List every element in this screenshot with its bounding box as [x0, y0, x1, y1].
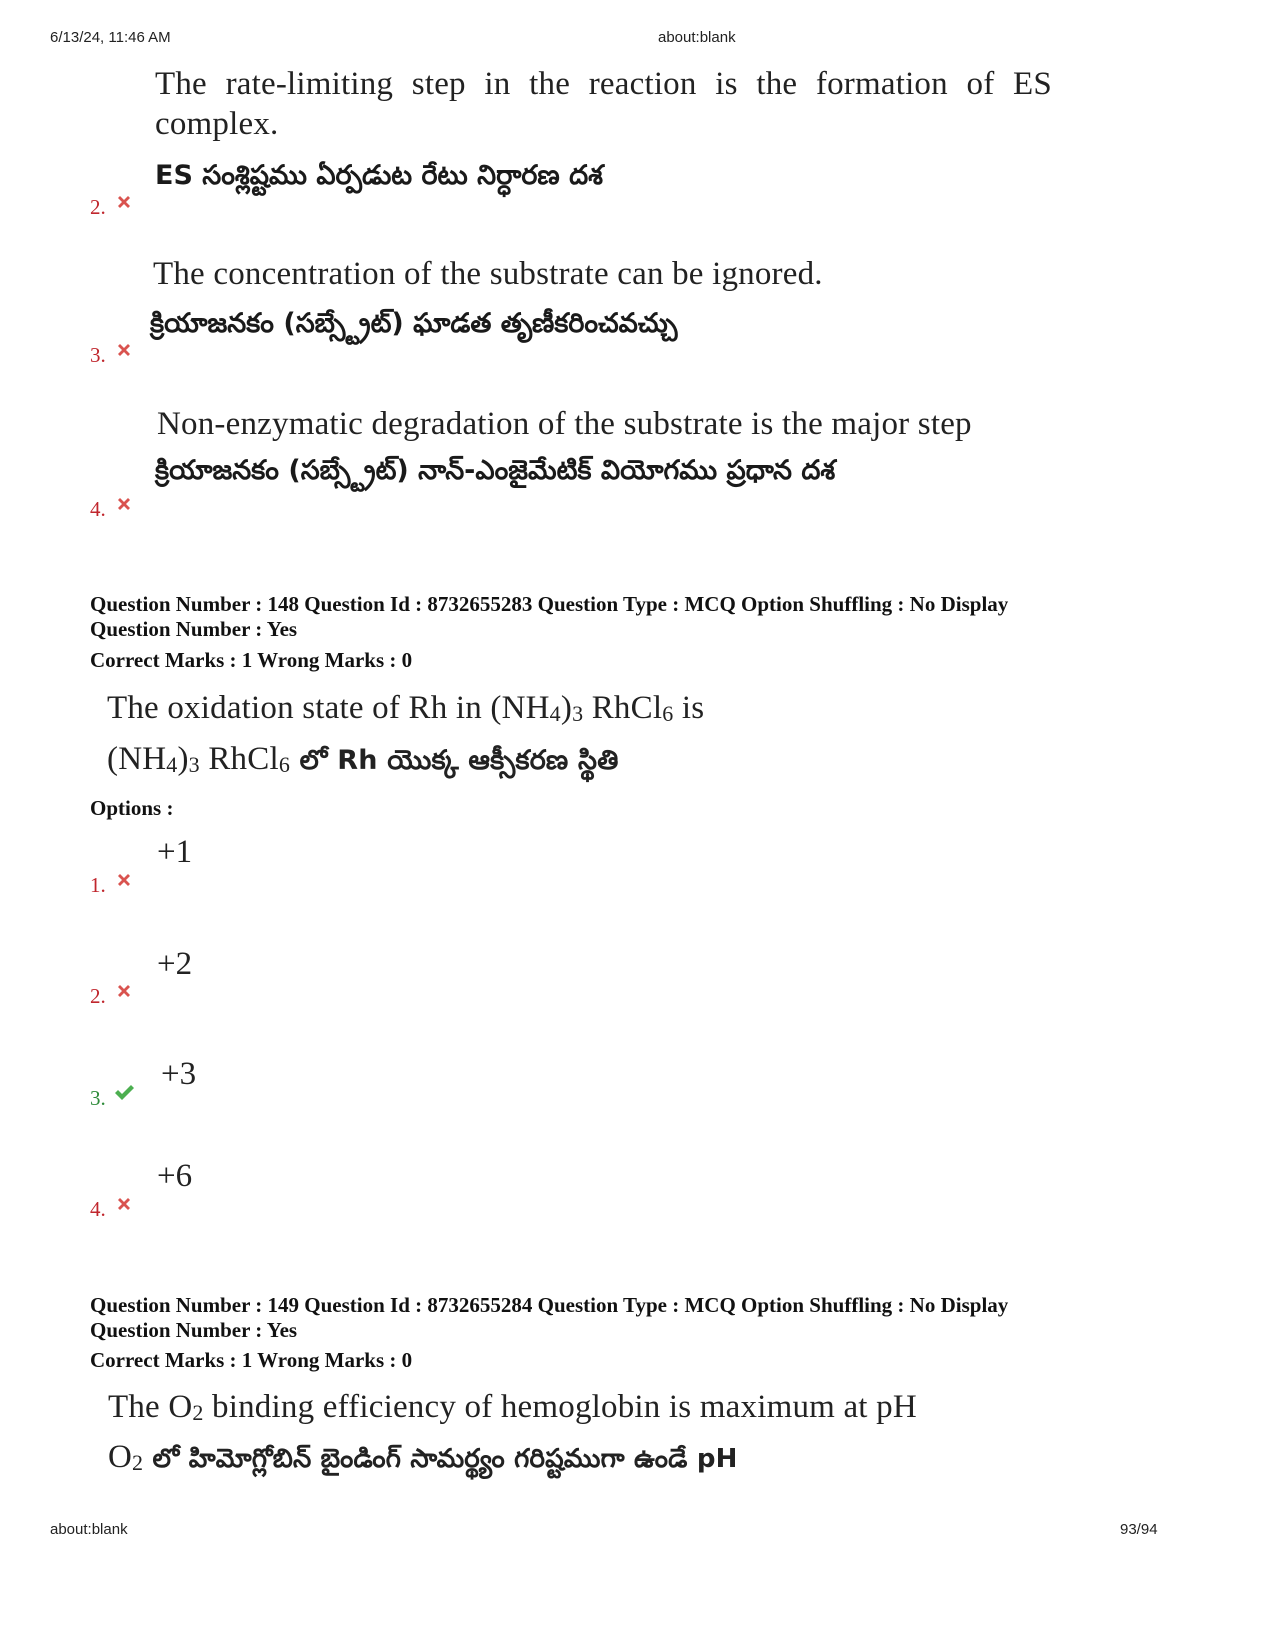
q148-options-label: Options : — [90, 796, 174, 820]
q148-option-4-number: 4. — [90, 1197, 106, 1221]
q148-option-1-number: 1. — [90, 873, 106, 897]
cross-icon — [115, 1195, 133, 1213]
q148-option-4-value: +6 — [157, 1158, 193, 1194]
cross-icon — [115, 193, 133, 211]
prev-option-3-text: The concentration of the substrate can be ignored. — [153, 256, 823, 292]
prev-option-4-text-telugu: క్రియాజనకం (సబ్స్ట్రేట్) నాన్-ఎంజైమేటిక్ వియోగము ప్రధాన దశ — [155, 455, 836, 486]
prev-option-4-number: 4. — [90, 497, 106, 521]
q149-meta-line2: Question Number : Yes — [90, 1318, 298, 1342]
print-page-number: 93/94 — [1120, 1521, 1158, 1538]
q148-option-2-number: 2. — [90, 984, 106, 1008]
justified-word: is — [715, 66, 738, 102]
justified-word: the — [756, 66, 798, 102]
q149-marks: Correct Marks : 1 Wrong Marks : 0 — [90, 1348, 413, 1372]
prev-option-3-number: 3. — [90, 343, 106, 367]
cross-icon — [115, 495, 133, 513]
q148-stem-telugu: (NH4)3 RhCl6 లో Rh యొక్క ఆక్సీకరణ స్థితి — [107, 741, 619, 777]
justified-word: reaction — [588, 66, 697, 102]
justified-word: the — [529, 66, 571, 102]
q149-stem-telugu: O2 లో హిమోగ్లోబిన్ బైండింగ్ సామర్థ్యం గరిష్టముగా ఉండే pH — [108, 1439, 738, 1475]
q148-option-3-value: +3 — [161, 1056, 197, 1092]
check-icon — [113, 1084, 135, 1102]
q149-stem-english: The O2 binding efficiency of hemoglobin is maximum at pH — [108, 1389, 917, 1425]
justified-word: rate-limiting — [225, 66, 394, 102]
q148-meta-line2: Question Number : Yes — [90, 617, 298, 641]
cross-icon — [115, 982, 133, 1000]
justified-word: step — [411, 66, 466, 102]
q148-marks: Correct Marks : 1 Wrong Marks : 0 — [90, 648, 413, 672]
justified-word: formation — [815, 66, 948, 102]
justified-word: of — [966, 66, 995, 102]
print-datetime: 6/13/24, 11:46 AM — [50, 29, 171, 46]
print-url-header: about:blank — [658, 29, 736, 46]
cross-icon — [115, 871, 133, 889]
q148-option-2-value: +2 — [157, 946, 193, 982]
prev-option-3-text-telugu: క్రియాజనకం (సబ్స్ట్రేట్) ఘాడత తృణీకరించవచ్చు — [150, 308, 678, 339]
justified-word: The — [155, 66, 207, 102]
q148-option-1-value: +1 — [157, 834, 193, 870]
prev-option-4-text: Non-enzymatic degradation of the substrate is the major step — [157, 406, 972, 442]
print-url-footer: about:blank — [50, 1521, 128, 1538]
q149-meta-line1: Question Number : 149 Question Id : 8732655284 Question Type : MCQ Option Shuffling : No Display — [90, 1293, 1009, 1317]
prev-option-2-text-line1 — [155, 66, 1052, 103]
prev-option-2-number: 2. — [90, 195, 106, 219]
prev-option-2-text-line2: complex. — [155, 106, 279, 142]
q148-meta-line1: Question Number : 148 Question Id : 8732655283 Question Type : MCQ Option Shuffling : No Display — [90, 592, 1009, 616]
justified-word: ES — [1013, 66, 1052, 102]
prev-option-2-text-telugu: ES సంశ్లిష్టము ఏర్పడుట రేటు నిర్ధారణ దశ — [155, 160, 604, 191]
cross-icon — [115, 341, 133, 359]
justified-word: in — [484, 66, 511, 102]
q148-option-3-number: 3. — [90, 1086, 106, 1110]
q148-stem-english: The oxidation state of Rh in (NH4)3 RhCl6 is — [107, 690, 705, 726]
